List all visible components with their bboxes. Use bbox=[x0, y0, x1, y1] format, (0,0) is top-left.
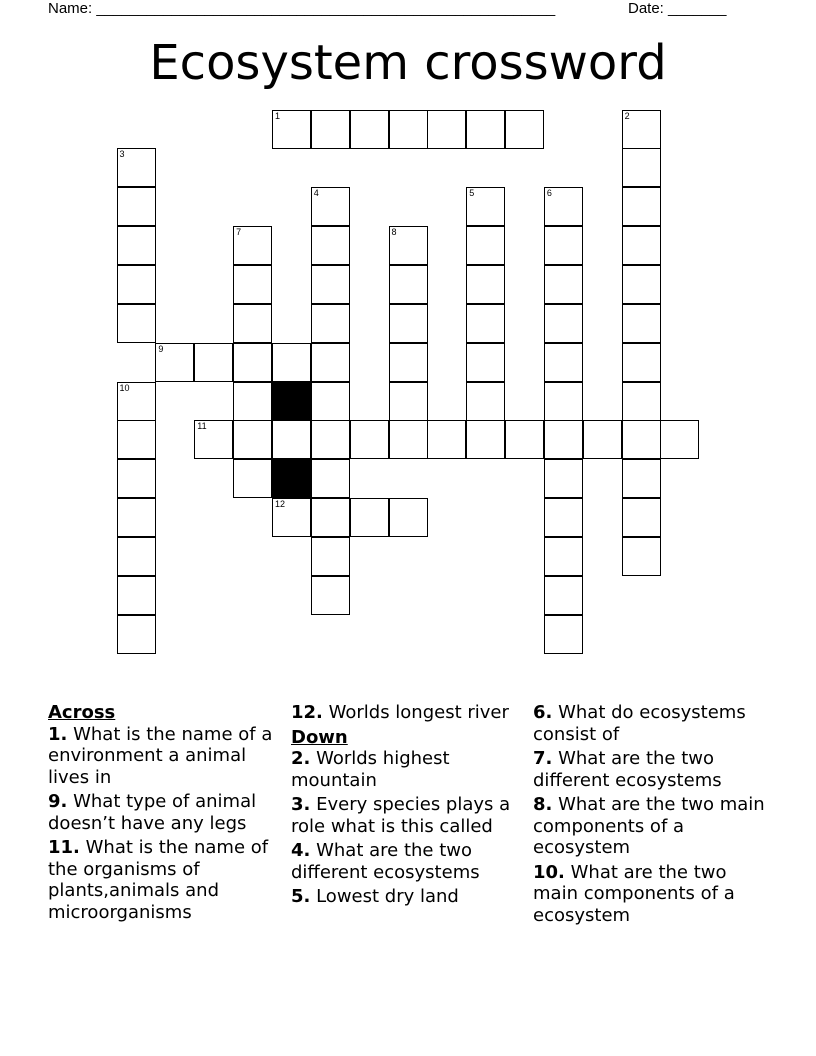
across-clue-list-continued bbox=[291, 702, 527, 724]
clue-item-number: 10. bbox=[533, 861, 565, 883]
grid-cell[interactable] bbox=[544, 537, 583, 576]
grid-cell[interactable] bbox=[233, 343, 272, 382]
grid-cell[interactable] bbox=[622, 110, 661, 149]
grid-cell[interactable] bbox=[622, 226, 661, 265]
clue-number: 12 bbox=[274, 499, 285, 510]
grid-cell[interactable] bbox=[622, 420, 661, 459]
clue-number: 4 bbox=[313, 188, 319, 199]
black-cell bbox=[272, 459, 311, 498]
clues-column-3 bbox=[533, 702, 773, 929]
down-clue-list bbox=[291, 748, 527, 908]
grid-cell[interactable] bbox=[233, 304, 272, 343]
grid-cell[interactable] bbox=[117, 187, 156, 226]
grid-cell[interactable] bbox=[544, 304, 583, 343]
grid-cell[interactable] bbox=[466, 265, 505, 304]
grid-cell[interactable] bbox=[389, 304, 428, 343]
clue-number: 11 bbox=[197, 421, 207, 432]
clue-number: 1 bbox=[274, 110, 280, 121]
grid-cell[interactable] bbox=[466, 304, 505, 343]
grid-cell[interactable] bbox=[117, 576, 156, 615]
grid-cell[interactable] bbox=[505, 420, 544, 459]
clue-number: 8 bbox=[391, 227, 397, 238]
grid-cell[interactable] bbox=[117, 420, 156, 459]
grid-cell[interactable] bbox=[389, 110, 428, 149]
down-heading: Down bbox=[291, 726, 348, 748]
clue-item bbox=[48, 724, 278, 789]
grid-cell[interactable] bbox=[544, 187, 583, 226]
grid-cell[interactable] bbox=[622, 187, 661, 226]
clue-item-text: What are the two main components of a ecosystem bbox=[533, 861, 735, 926]
grid-cell[interactable] bbox=[117, 615, 156, 654]
clues-column-2 bbox=[291, 702, 527, 911]
clue-number: 10 bbox=[119, 382, 130, 393]
grid-cell[interactable] bbox=[233, 226, 272, 265]
grid-cell[interactable] bbox=[117, 265, 156, 304]
grid-cell[interactable] bbox=[311, 110, 350, 149]
grid-cell[interactable] bbox=[311, 537, 350, 576]
across-heading: Across bbox=[48, 702, 116, 723]
grid-cell[interactable] bbox=[272, 420, 311, 459]
grid-cell[interactable] bbox=[272, 110, 311, 149]
clue-item bbox=[291, 794, 527, 837]
grid-cell[interactable] bbox=[544, 382, 583, 421]
grid-cell[interactable] bbox=[427, 420, 466, 459]
clue-item bbox=[291, 748, 527, 791]
clue-item-number: 4. bbox=[291, 840, 311, 861]
clue-item-number: 12. bbox=[291, 702, 323, 723]
grid-cell[interactable] bbox=[544, 576, 583, 615]
clue-item-number: 11. bbox=[48, 837, 80, 858]
grid-cell[interactable] bbox=[544, 459, 583, 498]
grid-cell[interactable] bbox=[117, 226, 156, 265]
grid-cell[interactable] bbox=[466, 382, 505, 421]
grid-cell[interactable] bbox=[117, 382, 156, 421]
grid-cell[interactable] bbox=[350, 110, 389, 149]
clue-item-text: What are the two different ecosystems bbox=[291, 840, 480, 883]
clue-item-number: 5. bbox=[291, 886, 311, 907]
clue-item-number: 2. bbox=[291, 748, 311, 769]
grid-cell[interactable] bbox=[233, 459, 272, 498]
grid-cell[interactable] bbox=[583, 420, 622, 459]
grid-cell[interactable] bbox=[117, 304, 156, 343]
grid-cell[interactable] bbox=[311, 187, 350, 226]
grid-cell[interactable] bbox=[389, 420, 428, 459]
clue-item-number: 9. bbox=[48, 791, 68, 812]
clue-number: 5 bbox=[469, 188, 475, 199]
grid-cell[interactable] bbox=[194, 343, 233, 382]
clue-item bbox=[533, 748, 773, 791]
name-field-label[interactable]: Name: _______________________________________________________ bbox=[48, 0, 556, 17]
grid-cell[interactable] bbox=[311, 420, 350, 459]
grid-cell[interactable] bbox=[622, 148, 661, 187]
across-clue-list bbox=[48, 724, 278, 924]
grid-cell[interactable] bbox=[466, 110, 505, 149]
grid-cell[interactable] bbox=[389, 226, 428, 265]
down-clue-list-continued bbox=[533, 702, 773, 926]
grid-cell[interactable] bbox=[544, 343, 583, 382]
clue-number: 7 bbox=[236, 227, 242, 238]
grid-cell[interactable] bbox=[117, 498, 156, 537]
grid-cell[interactable] bbox=[505, 110, 544, 149]
clue-item-text: What is the name of a environment a animal lives in bbox=[48, 723, 273, 788]
grid-cell[interactable] bbox=[389, 265, 428, 304]
clue-item bbox=[291, 702, 527, 724]
grid-cell[interactable] bbox=[466, 187, 505, 226]
clue-item-number: 7. bbox=[533, 748, 553, 769]
grid-cell[interactable] bbox=[389, 382, 428, 421]
clue-item-text: What are the two different ecosystems bbox=[533, 748, 722, 791]
clues-column-1 bbox=[48, 702, 278, 926]
grid-cell[interactable] bbox=[544, 615, 583, 654]
grid-cell[interactable] bbox=[466, 343, 505, 382]
grid-cell[interactable] bbox=[389, 343, 428, 382]
grid-cell[interactable] bbox=[544, 265, 583, 304]
black-cell bbox=[272, 382, 311, 421]
grid-cell[interactable] bbox=[544, 498, 583, 537]
grid-cell[interactable] bbox=[233, 382, 272, 421]
grid-cell[interactable] bbox=[427, 110, 466, 149]
clue-item-number: 8. bbox=[533, 794, 553, 815]
grid-cell[interactable] bbox=[311, 382, 350, 421]
grid-cell[interactable] bbox=[272, 498, 311, 537]
grid-cell[interactable] bbox=[350, 498, 389, 537]
grid-cell[interactable] bbox=[117, 537, 156, 576]
clue-item bbox=[291, 840, 527, 883]
grid-cell[interactable] bbox=[311, 226, 350, 265]
grid-cell[interactable] bbox=[311, 576, 350, 615]
grid-cell[interactable] bbox=[311, 459, 350, 498]
clue-item-number: 1. bbox=[48, 723, 68, 745]
clue-item-text: Every species plays a role what is this called bbox=[291, 794, 511, 837]
clue-number: 2 bbox=[624, 110, 630, 121]
clue-item-text: Worlds highest mountain bbox=[291, 748, 450, 791]
clue-item-text: Lowest dry land bbox=[310, 886, 459, 907]
clue-item-text: What do ecosystems consist of bbox=[533, 702, 746, 745]
clue-item-number: 6. bbox=[533, 702, 553, 723]
grid-cell[interactable] bbox=[311, 304, 350, 343]
clue-item bbox=[48, 837, 278, 923]
clue-item bbox=[48, 791, 278, 834]
grid-cell[interactable] bbox=[660, 420, 699, 459]
page-title: Ecosystem crossword bbox=[149, 35, 667, 91]
grid-cell[interactable] bbox=[622, 343, 661, 382]
grid-cell[interactable] bbox=[311, 343, 350, 382]
date-field-label[interactable]: Date: _______ bbox=[628, 0, 727, 17]
clue-item-text: What type of animal doesn’t have any legs bbox=[48, 791, 257, 834]
clue-item bbox=[533, 702, 773, 745]
grid-cell[interactable] bbox=[622, 265, 661, 304]
grid-cell[interactable] bbox=[117, 148, 156, 187]
grid-cell[interactable] bbox=[233, 420, 272, 459]
grid-cell[interactable] bbox=[544, 420, 583, 459]
clue-number: 9 bbox=[158, 343, 164, 354]
clue-item bbox=[291, 886, 527, 908]
grid-cell[interactable] bbox=[311, 498, 350, 537]
grid-cell[interactable] bbox=[622, 498, 661, 537]
clue-item-text: What are the two main components of a ecosystem bbox=[533, 794, 765, 858]
clue-item bbox=[533, 794, 773, 859]
grid-cell[interactable] bbox=[622, 382, 661, 421]
grid-cell[interactable] bbox=[272, 343, 311, 382]
clue-item-text: Worlds longest river bbox=[322, 702, 509, 723]
grid-cell[interactable] bbox=[544, 226, 583, 265]
clue-number: 3 bbox=[119, 149, 125, 160]
grid-cell[interactable] bbox=[117, 459, 156, 498]
grid-cell[interactable] bbox=[194, 420, 233, 459]
grid-cell[interactable] bbox=[389, 498, 428, 537]
grid-cell[interactable] bbox=[466, 226, 505, 265]
clue-item bbox=[533, 862, 773, 927]
grid-cell[interactable] bbox=[466, 420, 505, 459]
clue-number: 6 bbox=[546, 188, 552, 199]
grid-cell[interactable] bbox=[155, 343, 194, 382]
clue-item-text: What is the name of the organisms of plants,animals and microorganisms bbox=[48, 837, 269, 923]
grid-cell[interactable] bbox=[233, 265, 272, 304]
grid-cell[interactable] bbox=[622, 304, 661, 343]
grid-cell[interactable] bbox=[622, 537, 661, 576]
grid-cell[interactable] bbox=[311, 265, 350, 304]
grid-cell[interactable] bbox=[622, 459, 661, 498]
clue-item-number: 3. bbox=[291, 794, 311, 815]
grid-cell[interactable] bbox=[350, 420, 389, 459]
